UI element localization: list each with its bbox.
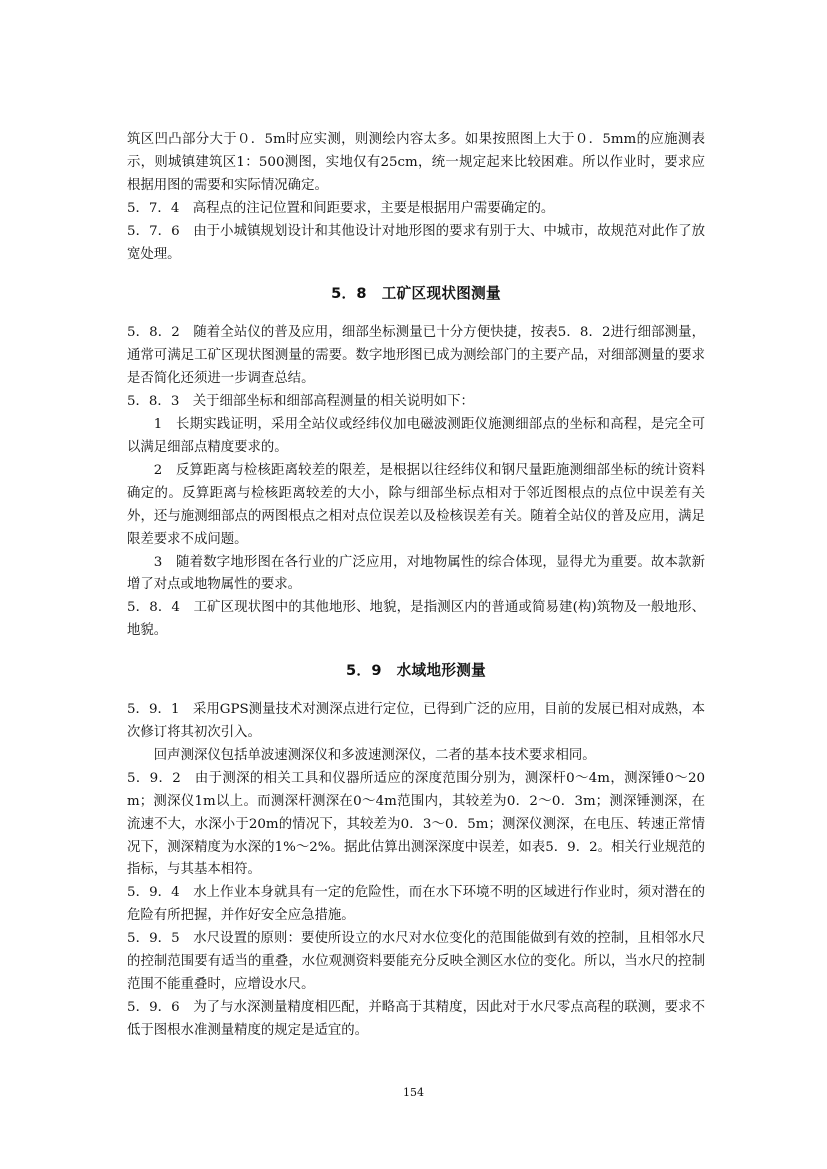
paragraph-5-9-2: 5．9．2 由于测深的相关工具和仪器所适应的深度范围分别为，测深杆0～4m，测深锤0～20m；测深仪1m以上。而测深杆测深在0～4m范围内，其较差为0．2～0．3m；测深锤测深，在流速不大，水深小于20m的情况下，其较差为0．3～0．5m；测深仪测深，在电压、转速正常情况下，测深精度为水深的1%～2%。据此估算出测深深度中误差，如表5．9．2。相关行业规范的指标，与其基本相符。 [127, 770, 705, 878]
page-number: 154 [403, 1086, 424, 1099]
paragraph: 筑区凹凸部分大于０．5m时应实测，则测绘内容太多。如果按照图上大于０．5mm的应施测表示，则城镇建筑区1：500测图，实地仅有25cm，统一规定起来比较困难。所以作业时，要求应根据用图的需要和实际情况确定。 [127, 132, 705, 193]
paragraph-5-8-3: 5．8．3 关于细部坐标和细部高程测量的相关说明如下： [127, 394, 474, 410]
list-item-5-8-3-1: 1 长期实践证明，采用全站仪或经纬仪加电磁波测距仪施测细部点的坐标和高程，是完全可以满足细部点精度要求的。 [127, 417, 705, 455]
list-item-5-8-3-2: 2 反算距离与检核距离较差的限差，是根据以往经纬仪和钢尺量距施测细部坐标的统计资料确定的。反算距离与检核距离较差的大小，除与细部坐标点相对于邻近图根点的点位中误差有关外，还与施测细部点的两图根点之相对点位误差以及检核误差有关。随着全站仪的普及应用，满足限差要求不成问题。 [127, 462, 705, 547]
paragraph-5-8-2: 5．8．2 随着全站仪的普及应用，细部坐标测量已十分方便快捷，按表5．8．2进行细部测量，通常可满足工矿区现状图测量的需要。数字地形图已成为测绘部门的主要产品，对细部测量的要求是否简化还须进一步调查总结。 [127, 325, 705, 387]
paragraph-5-8-4: 5．8．4 工矿区现状图中的其他地形、地貌，是指测区内的普通或简易建(构)筑物及一般地形、地貌。 [127, 600, 705, 639]
paragraph-5-7-4: 5．7．4 高程点的注记位置和间距要求，主要是根据用户需要确定的。 [127, 200, 555, 216]
section-heading-5-8: 5．8 工矿区现状图测量 [331, 285, 501, 303]
paragraph-5-9-1-note: 回声测深仪包括单波速测深仪和多波速测深仪，二者的基本技术要求相同。 [153, 747, 596, 763]
section-heading-5-9: 5．9 水域地形测量 [345, 662, 487, 680]
paragraph-5-7-6: 5．7．6 由于小城镇规划设计和其他设计对地形图的要求有别于大、中城市，故规范对此作了放宽处理。 [127, 223, 705, 262]
paragraph-5-9-4: 5．9．4 水上作业本身就具有一定的危险性，而在水下环境不明的区域进行作业时，须对潜在的危险有所把握，并作好安全应急措施。 [127, 885, 705, 924]
list-item-5-8-3-3: 3 随着数字地形图在各行业的广泛应用，对地物属性的综合体现，显得尤为重要。故本款新增了对点或地物属性的要求。 [127, 554, 705, 593]
paragraph-5-9-5: 5．9．5 水尺设置的原则：要使所设立的水尺对水位变化的范围能做到有效的控制，且相邻水尺的控制范围要有适当的重叠，水位观测资料要能充分反映全测区水位的变化。所以，当水尺的控制范围不能重叠时，应增设水尺。 [127, 931, 705, 992]
paragraph-5-9-6: 5．9．6 为了与水深测量精度相匹配，并略高于其精度，因此对于水尺零点高程的联测，要求不低于图根水准测量精度的规定是适宜的。 [127, 999, 705, 1038]
paragraph-5-9-1: 5．9．1 采用GPS测量技术对测深点进行定位，已得到广泛的应用，目前的发展已相对成熟，本次修订将其初次引入。 [127, 702, 705, 741]
page-content [127, 129, 705, 1043]
